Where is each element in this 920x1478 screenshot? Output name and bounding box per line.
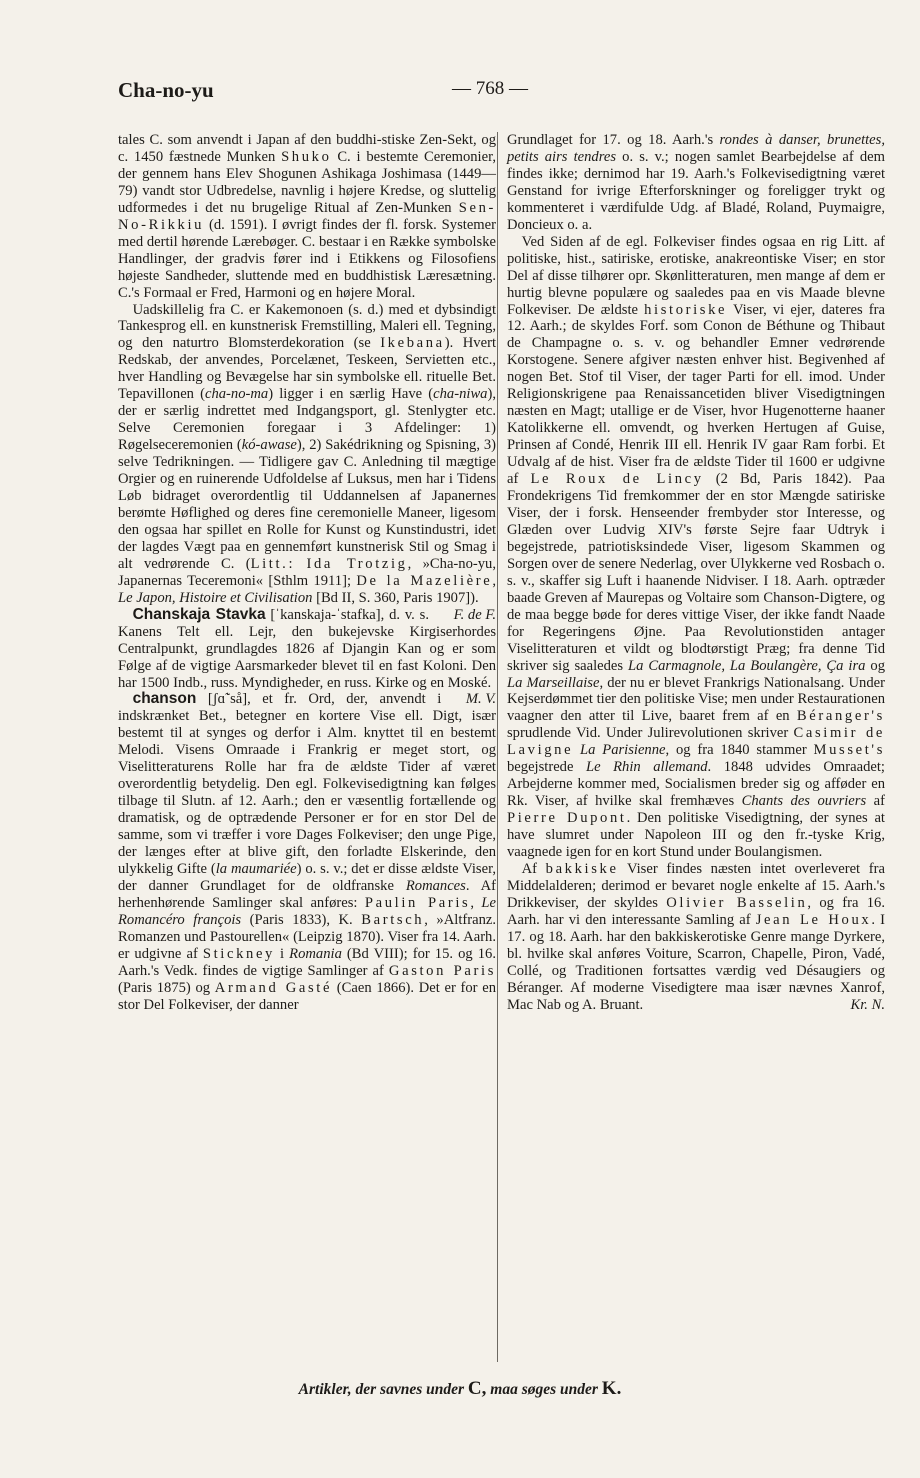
author-signature: M. V. [465,691,496,708]
running-title: Cha-no-yu [118,78,214,102]
page-header [0,78,920,108]
headword: Chanskaja Stavka [132,605,266,623]
entry-chanson: chanson [ʃɑ̃ˈså], et fr. Ord, der, anvendt i indskrænket Bet., betegner en kortere Vise ell. Digt, især bestemt til at synges og derfor i Alm. knyttet til en bestemt Melodi. Visens Omraade i Frankrig er meget stort, og Viselitteraturens Rolle har fra de ældste Tider af været overordentlig betydelig. Den egl. Folkevisedigtning kan følges tilbage til Slutn. af 12. Aarh.; den er væsentlig fortællende og dramatisk, og de optrædende Personer er for en stor Del de samme, som vi træffer i vore Dages Folkeviser; den unge Pige, der længes efter at blive gift, den forladte Elskerinde, den ulykkelig Gifte (la maumariée) o. s. v.; det er disse ældste Viser, der danner Grundlaget for de oldfranske Romances. Af herhenhørende Samlinger skal anføres: Paulin Paris, Le Romancéro françois (Paris 1833), K. Bartsch, »Altfranz. Romanzen und Pastourellen« (Leipzig 1870). Viser fra 14. Aarh. er udgivne af Stickney i Romania (Bd VIII); for 15. og 16. Aarh.'s Vedk. findes de vigtige Samlinger af Gaston Paris (Paris 1875) og Armand Gasté (Caen 1866). Det er for en stor Del Folkeviser, der danner [118,690,497,1013]
headword: chanson [132,690,197,708]
paragraph: Ved Siden af de egl. Folkeviser findes ogsaa en rig Litt. af politiske, hist., satiriske, erotiske, anakreontiske Viser; en stor Del af disse tilhører opr. Skønlitteraturen, men mange af dem er hurtig blevne populære og saaledes paa en vis Maade blevne Folkeviser. De ældste historiske Viser, vi ejer, dateres fra 12. Aarh.; de skyldes Forf. som Conon de Béthune og Thibaut de Champagne o. s. v. og behandler Emner vedrørende Korstogene. Senere afgiver næsten enhver hist. Begivenhed af nogen Bet. Stof til Viser, der tager Parti for ell. imod. Under Religionskrigene paa Renaissancetiden bliver Visedigtningen næsten en Magt; utallige er de Viser, hvor Hugenotterne haaner Katolikkerne ell. omvendt, og hverken Hertugen af Guise, Prinsen af Condé, Henrik III ell. Henrik IV gaar Ram forbi. Et Udvalg af de hist. Viser fra de ældste Tider til 1600 er udgivne af Le Roux de Lincy (2 Bd, Paris 1842). Paa Frondekrigens Tid fremkommer der en stor Mængde satiriske Viser, der i forsk. Henseender frembyder stor Interesse, og Glæden over Ludvig XIV's første Sejre faar Udtryk i begejstrede, patriotisksindede Viser, ligesom Skammen og Sorgen over de senere Nederlag, over Ulykkerne ved Rosbach o. s. v., skaffer sig Luft i haanende Nidviser. I 18. Aarh. optræder baade Greven af Maurepas og Voltaire som Chanson-Digtere, og de maa begge bøde for deres vittige Viser, der ikke fandt Naade for Regeringens Øjne. Paa Revolutionstiden antager Viselitteraturen et vildt og blodtørstigt Præg; fra denne Tid skriver sig saaledes La Carmagnole, La Boulangère, Ça ira og La Marseillaise, der nu er blevet Frankrigs Nationalsang. Under Kejserdømmet tier den politiske Vise; men under Restaurationen vaagner den atter til Live, baaret frem af en Béranger's sprudlende Vid. Under Julirevolutionen skriver Casimir de Lavigne La Parisienne, og fra 1840 stammer Musset's begejstrede Le Rhin allemand. 1848 udvides Omraadet; Arbejderne kommer med, Socialismen breder sig og afføder en Rk. Viser, af hvilke skal fremhæves Chants des ouvriers af Pierre Dupont. Den politiske Visedigtning, der synes at have slumret under Napoleon III og den fr.-tyske Krig, vaagnede igen for en kort Stund under Boulangismen. [507,233,885,861]
entry-chanskaja-stavka: Chanskaja Stavka [ˈkanskaja-ˈstafka], d. v. s. Kanens Telt ell. Lejr, den bukejevske Kirgiserhordes Centralpunkt, grundlagdes 1826 af Djangin Kan og er som Følge af de vigtige Aarsmarkeder blevet til en fast Koloni. Den har 1500 Indb., russ. Myndigheder, en russ. Kirke og en Moské. M. V. [118,605,496,708]
page-number: — 768 — [452,78,528,99]
left-column [118,132,496,1014]
author-signature: F. de F. [453,606,496,623]
author-signature: Kr. N. [850,996,885,1013]
right-column [507,132,885,1014]
column-divider [497,132,498,1362]
paragraph: tales C. som anvendt i Japan af den buddhi-stiske Zen-Sekt, og c. 1450 fæstnede Munken Shuko C. i bestemte Ceremonier, der gennem hans Elev Shogunen Ashikaga Joshimasa (1449—79) vandt stor Udbredelse, navnlig i højere Kredse, og sluttelig udformedes i det nu brugelige Ritual af Zen-Munken Sen-No-Rikkiu (d. 1591). I øvrigt findes der fl. forsk. Systemer med dertil hørende Lærebøger. C. bestaar i en Række symbolske Handlinger, der gradvis fører ind i Etikkens og Filosofiens højeste Sandheder, sluttende med en buddhistisk Læresætning. C.'s Formaal er Fred, Harmoni og en højere Moral. [118,132,496,301]
paragraph: Grundlaget for 17. og 18. Aarh.'s rondes à danser, brunettes, petits airs tendres o. s. v.; nogen samlet Bearbejdelse af dem findes ikke; dernimod har 19. Aarh.'s Folkevisedigtning været Genstand for ivrige Efterforskninger og foreligger trykt og kommenteret i værdifulde Udg. af Bladé, Roland, Puymaigre, Doncieux o. a. [507,132,885,233]
page-footer-note: Artikler, der savnes under C, maa søges under K. [298,1378,622,1399]
paragraph: Af bakkiske Viser findes næsten intet overleveret fra Middelalderen; derimod er bevaret nogle enkelte af 15. Aarh.'s Drikkeviser, der skyldes Olivier Basselin, og fra 16. Aarh. har vi den interessante Samling af Jean Le Houx. I 17. og 18. Aarh. har den bakkiskerotiske Genre mange Dyrkere, bl. hvilke skal anføres Voiture, Scarron, Chapelle, Piron, Vadé, Collé, og Traditionen fortsattes værdig ved Désaugiers og Béranger. Af moderne Visedigtere maa især nævnes Xanrof, Mac Nab og A. Bruant. Kr. N. [507,860,885,1013]
paragraph: Uadskillelig fra C. er Kakemonoen (s. d.) med et dybsindigt Tankesprog ell. en kunstnerisk Fremstilling, Maleri ell. Tegning, og den naturtro Blomsterdekoration (se Ikebana). Hvert Redskab, der anvendes, Porcelænet, Teskeen, Servietten etc., hver Handling og Bevægelse har sin symbolske ell. rituelle Bet. Tepavillonen (cha-no-ma) ligger i en særlig Have (cha-niwa), der er særlig indrettet med Indgangsport, gl. Stenlygter etc. Selve Ceremonien foregaar i 3 Afdelinger: 1) Røgelseceremonien (kó-awase), 2) Sakédrikning og Spisning, 3) selve Tedrikningen. — Tidligere gav C. Anledning til mægtige Orgier og en ruinerende Udfoldelse af Luksus, men har i Tidens Løb bidraget overordentlig til Uddannelsen af Japanernes berømte Høflighed og deres fine ceremonielle Maneer, ligesom den ogsaa har spillet en Rolle for Kunst og Kunstindustri, idet der lagdes Vægt paa en gennemført kunstnerisk Stil og Smag i alt vedrørende C. (Litt.: Ida Trotzig, »Cha-no-yu, Japanernas Teceremoni« [Sthlm 1911]; De la Mazelière, Le Japon, Histoire et Civilisation [Bd II, S. 360, Paris 1907]). F. de F. [118,301,496,623]
